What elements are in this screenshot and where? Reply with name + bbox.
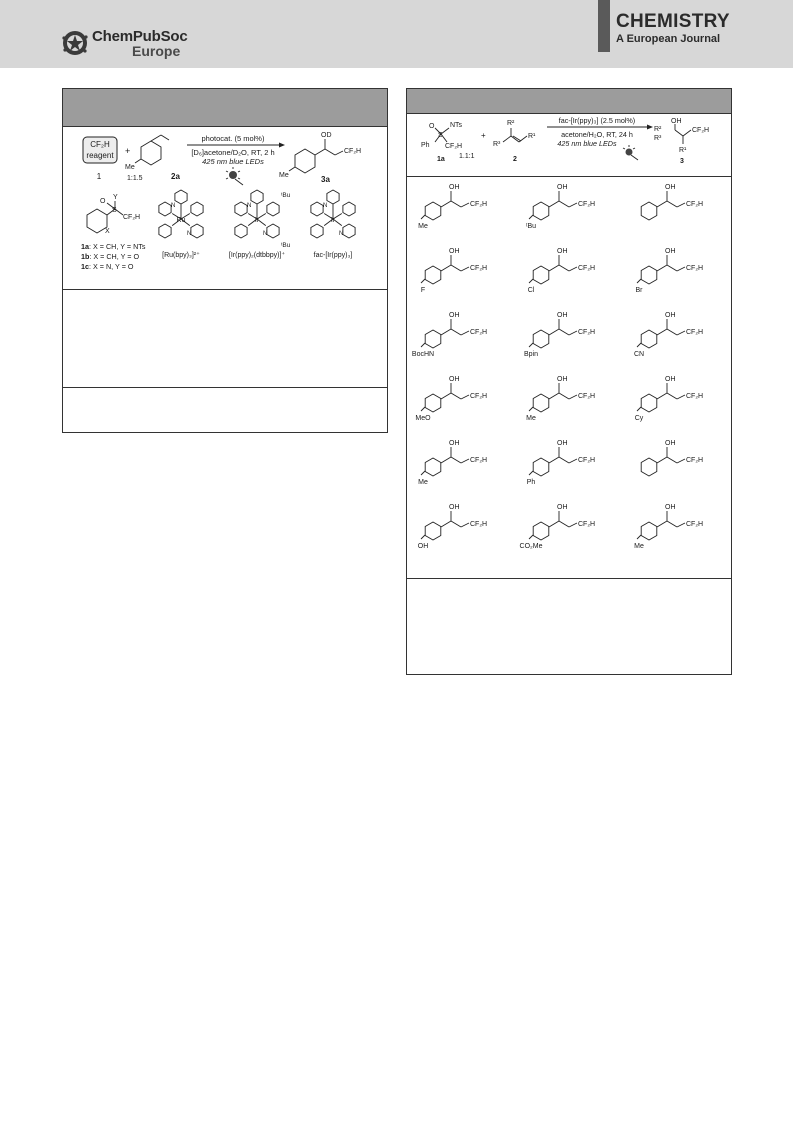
product-structure [421, 248, 487, 294]
product-cf2h: CF₂H [470, 457, 488, 464]
condition-catalyst: photocat. (5 mol%) [201, 134, 265, 143]
catalyst-3 [311, 190, 355, 259]
product-oh: OH [671, 118, 682, 125]
alkene-r2: R² [507, 120, 515, 127]
product-oh: OH [557, 504, 568, 511]
product-substituent: Cy [634, 415, 644, 422]
reagent-1a-label: 1a [437, 156, 445, 163]
reagent-definition-id: 1c [81, 262, 89, 271]
product-r2: R² [654, 126, 662, 133]
product-oh: OH [665, 440, 676, 447]
product-structure [641, 440, 703, 476]
product-cf2h: CF₂H [470, 201, 488, 208]
catalyst-tbu: ᵗBu [281, 192, 291, 199]
product-oh: OH [557, 248, 568, 255]
alkene-r1: R¹ [528, 133, 536, 140]
product-me: Me [279, 172, 289, 179]
table-rule-1 [63, 289, 387, 290]
product-substituent: CO₂Me [519, 543, 543, 550]
alkene-2-label: 2 [513, 156, 517, 163]
product-structure [418, 184, 487, 230]
product-oh: OH [665, 376, 676, 383]
reagent-struct-x: X [105, 228, 110, 235]
product-substituent: Me [418, 223, 428, 230]
reactant-2a-label: 2a [171, 172, 180, 181]
product-structure [520, 504, 596, 550]
product-structure [524, 312, 595, 358]
reagent-box-line-2: reagent [86, 151, 114, 160]
catalyst-tbu: ᵗBu [281, 242, 291, 249]
condition-light: 425 nm blue LEDs [557, 139, 617, 148]
chempubsoc-logo [60, 24, 200, 60]
product-od: OD [321, 132, 332, 139]
product-oh: OH [557, 376, 568, 383]
table-rule-2 [407, 578, 731, 579]
journal-logo [598, 0, 793, 68]
product-oh: OH [449, 312, 460, 319]
product-substituent: OH [417, 543, 429, 550]
reagent-definition-id: 1b [81, 252, 90, 261]
catalyst-label: fac-[Ir(ppy)₃] [313, 252, 353, 259]
product-structure [528, 248, 595, 294]
table-substrate-scope [406, 88, 732, 675]
product-structure [635, 376, 703, 422]
reagent-struct-y: Y [113, 194, 118, 201]
catalyst-n-label: N [187, 231, 192, 237]
product-substituent: ᵗBu [525, 223, 537, 230]
logo-line-1: ChemPubSoc [92, 28, 188, 45]
reagent-definitions [81, 242, 146, 271]
product-substituent: Me [418, 479, 428, 486]
product-cf2h: CF₂H [686, 265, 704, 272]
product-oh: OH [557, 184, 568, 191]
product-3-label: 3 [680, 158, 684, 165]
reagent-definition [81, 262, 134, 271]
product-substituent: MeO [415, 415, 431, 422]
reagent-general-structure [87, 194, 140, 235]
journal-title: CHEMISTRY [616, 11, 730, 32]
product-cf2h: CF₂H [578, 201, 596, 208]
product-cf2h: CF₂H [470, 329, 488, 336]
product-oh: OH [449, 440, 460, 447]
reagent-definition-text: : X = CH, Y = O [89, 252, 140, 261]
product-cf2h: CF₂H [344, 148, 362, 155]
condition-light: 425 nm blue LEDs [202, 157, 264, 166]
product-structure [412, 312, 487, 358]
catalyst-n-label: N [323, 203, 328, 209]
product-oh: OH [557, 312, 568, 319]
table-caption-bar [63, 89, 387, 127]
journal-tab [598, 0, 610, 52]
product-structure [527, 440, 595, 486]
product-structure [526, 184, 595, 230]
catalyst-structures [159, 190, 355, 259]
product-oh: OH [449, 376, 460, 383]
product-substituent: F [420, 287, 426, 294]
product-cf2h: CF₂H [470, 521, 488, 528]
substrate-product-grid [407, 177, 731, 577]
reagent-definition [81, 242, 146, 251]
reagent-definition [81, 252, 139, 261]
product-structure [526, 376, 595, 422]
product-oh: OH [665, 184, 676, 191]
reagent-ph: Ph [421, 142, 430, 149]
product-structure [636, 248, 704, 294]
photocatalyst-scheme [63, 127, 387, 289]
product-substituent: Me [634, 543, 644, 550]
reagent-definition-id: 1a [81, 242, 89, 251]
product-cf2h: CF₂H [578, 457, 596, 464]
substrate-scope-scheme [407, 114, 731, 176]
catalyst-2 [229, 190, 291, 259]
journal-subtitle: A European Journal [616, 33, 721, 45]
table-photocatalyst-screening [62, 88, 388, 433]
product-substituent: CN [633, 351, 645, 358]
reagent-s: S [438, 132, 443, 139]
product-substituent: Bpin [523, 351, 539, 358]
catalyst-n-label: N [263, 231, 268, 237]
product-cf2h: CF₂H [578, 521, 596, 528]
product-oh: OH [665, 248, 676, 255]
product-structure [415, 376, 487, 422]
product-cf2h: CF₂H [578, 265, 596, 272]
product-oh: OH [665, 504, 676, 511]
page-header [0, 0, 793, 68]
catalyst-1 [159, 190, 203, 259]
product-oh: OH [449, 184, 460, 191]
product-cf2h: CF₂H [578, 329, 596, 336]
product-cf2h: CF₂H [686, 201, 704, 208]
styrene-ring [141, 141, 161, 165]
product-substituent: Cl [527, 287, 535, 294]
table-rule-2 [63, 387, 387, 388]
styrene-me: Me [125, 164, 135, 171]
product-oh: OH [665, 312, 676, 319]
catalyst-metal: Ru [176, 217, 186, 224]
product-cf2h: CF₂H [470, 265, 488, 272]
product-structure [634, 312, 703, 358]
catalyst-n-label: N [171, 203, 176, 209]
product-cf2h: CF₂H [686, 329, 704, 336]
product-cf2h: CF₂H [686, 457, 704, 464]
condition-catalyst: fac-[Ir(ppy)₃] (2.5 mol%) [558, 116, 636, 125]
product-substituent: Ph [526, 479, 536, 486]
alkene-r3: R³ [493, 141, 501, 148]
product-substituent: Br [635, 287, 643, 294]
reactant-1-label: 1 [96, 172, 102, 181]
product-oh: OH [449, 248, 460, 255]
product-cf2h: CF₂H [686, 521, 704, 528]
plus-sign: + [125, 146, 131, 156]
product-cf2h: CF₂H [692, 127, 710, 134]
product-substituent: BocHN [411, 351, 435, 358]
blue-led-lamp-icon [226, 167, 243, 185]
product-substituent: Me [526, 415, 536, 422]
chempubsoc-star-icon [60, 28, 90, 58]
product-oh: OH [449, 504, 460, 511]
product-cf2h: CF₂H [578, 393, 596, 400]
product-cf2h: CF₂H [686, 393, 704, 400]
catalyst-label: [Ru(bpy)₃]²⁺ [162, 252, 200, 259]
catalyst-metal: Ir [254, 217, 260, 224]
ratio-label: 1.1:1 [459, 153, 475, 160]
condition-solvent: acetone/H₂O, RT, 24 h [561, 130, 633, 139]
reagent-cf2h: CF₂H [445, 143, 463, 150]
condition-solvent: [D₆]acetone/D₂O, RT, 2 h [191, 148, 275, 157]
product-r3: R³ [654, 135, 662, 142]
plus-sign: + [481, 131, 486, 140]
reagent-struct-o: O [100, 198, 106, 205]
catalyst-label: [Ir(ppy)₂(dtbbpy)]⁺ [228, 252, 286, 259]
product-ring [295, 149, 315, 173]
product-cf2h: CF₂H [470, 393, 488, 400]
reagent-struct-s: S [112, 207, 117, 214]
table-caption-bar [407, 89, 731, 114]
product-3a-label: 3a [321, 175, 330, 184]
product-oh: OH [557, 440, 568, 447]
reagent-nts: NTs [450, 122, 463, 129]
product-structure [634, 504, 703, 550]
product-r1: R¹ [679, 147, 687, 154]
product-structure [641, 184, 703, 220]
catalyst-n-label: N [339, 231, 344, 237]
reagent-struct-cf2h: CF₂H [123, 214, 141, 221]
reagent-o: O [429, 123, 435, 130]
product-structure [418, 504, 487, 550]
logo-line-2: Europe [132, 43, 181, 59]
reagent-box-line-1: CF₂H [90, 140, 110, 149]
ratio-label: 1:1.5 [127, 175, 143, 182]
reagent-definition-text: : X = CH, Y = NTs [89, 242, 146, 251]
catalyst-metal: Ir [330, 217, 336, 224]
catalyst-n-label: N [247, 203, 252, 209]
blue-led-lamp-icon [623, 145, 638, 160]
reagent-definition-text: : X = N, Y = O [89, 262, 134, 271]
product-structure [418, 440, 487, 486]
